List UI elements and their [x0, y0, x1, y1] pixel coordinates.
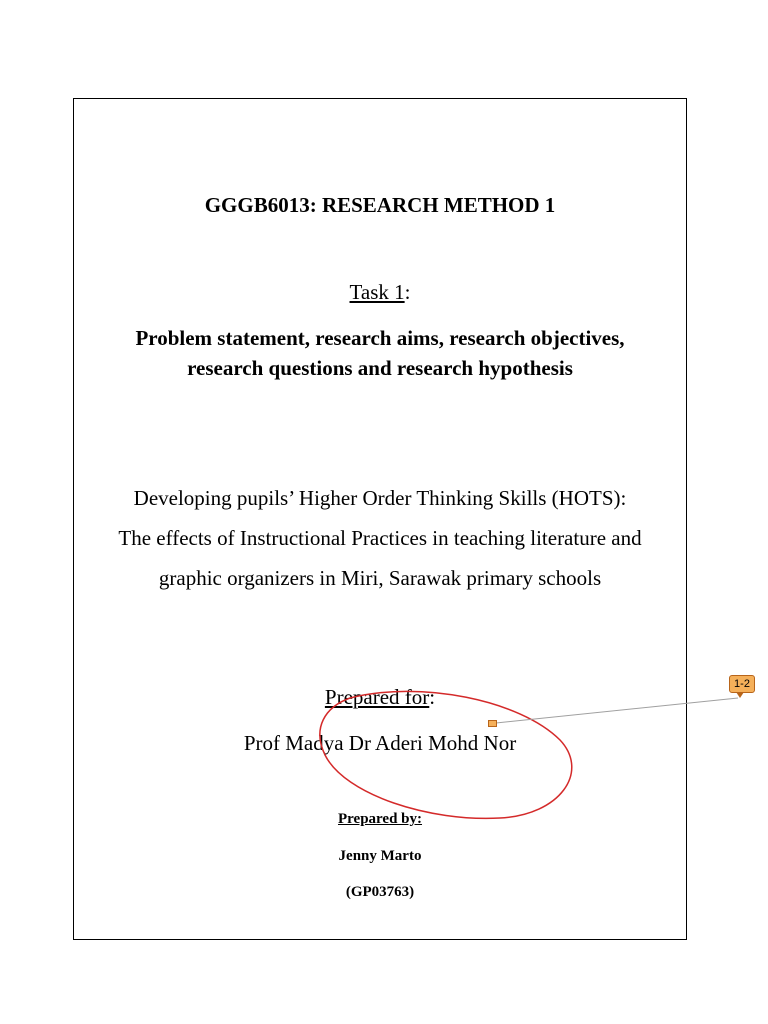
- subtitle-line: research questions and research hypothesis: [187, 356, 573, 380]
- task-heading: [73, 280, 687, 305]
- task-subtitle: [73, 323, 687, 383]
- task-colon: :: [404, 280, 411, 304]
- comment-anchor-icon[interactable]: [488, 720, 497, 727]
- prepared-for-heading: [73, 685, 687, 710]
- prepared-for-label: Prepared for: [324, 685, 430, 709]
- research-title-line: graphic organizers in Miri, Sarawak primary schools: [158, 566, 602, 590]
- research-title: [73, 478, 687, 598]
- task-label: Task 1: [349, 280, 405, 304]
- prepared-for-colon: :: [429, 685, 436, 709]
- student-id: (GP03763): [345, 884, 415, 900]
- prepared-by-label: Prepared by: [337, 811, 418, 827]
- prepared-by-colon: :: [417, 811, 423, 827]
- comment-marker-1-2[interactable]: 1-2: [729, 675, 755, 693]
- author-name: Jenny Marto: [338, 848, 422, 864]
- research-title-line: The effects of Instructional Practices in teaching literature and: [118, 526, 642, 550]
- supervisor-name: Prof Madya Dr Aderi Mohd Nor: [243, 731, 517, 755]
- prepared-by-heading: [73, 811, 687, 828]
- subtitle-line: Problem statement, research aims, research objectives,: [135, 326, 625, 350]
- course-title: GGGB6013: RESEARCH METHOD 1: [204, 193, 556, 217]
- research-title-line: Developing pupils’ Higher Order Thinking Skills (HOTS):: [133, 486, 627, 510]
